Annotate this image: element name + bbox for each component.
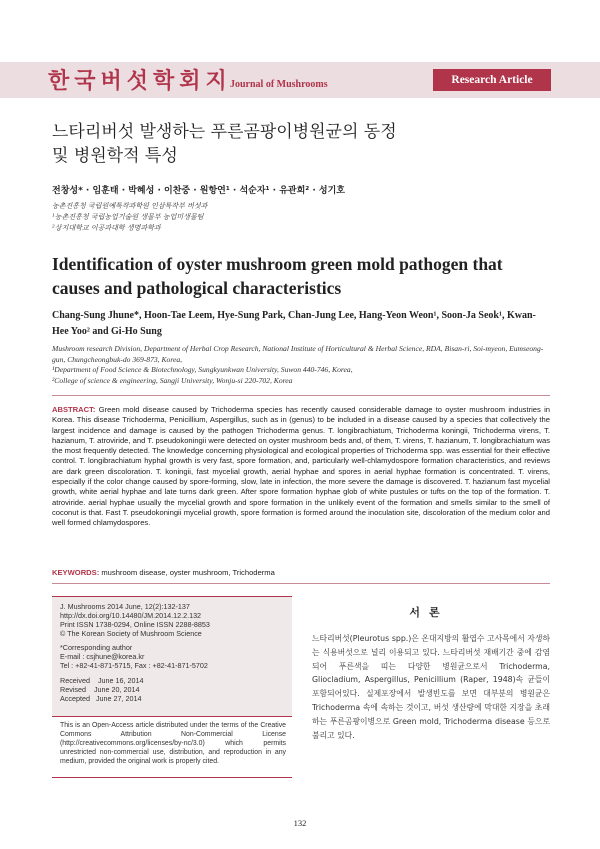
copyright: © The Korean Society of Mushroom Science	[60, 629, 202, 638]
article-info-box	[52, 596, 292, 717]
doi-link[interactable]: http://dx.doi.org/10.14480/JM.2014.12.2.132	[60, 611, 202, 620]
journal-title-korean: 한국버섯학회지	[48, 69, 232, 94]
open-access-notice: This is an Open-Access article distributed under the terms of the Creative Commons Attribution Non-Commercial License (http://creativecommons.org/licenses/by-nc/3.0) which permits unrestricted non-commercial use, distribution, and reproduction in any medium, provided the original work is properly cited.	[60, 722, 286, 765]
accepted-date: Accepted June 27, 2014	[60, 694, 142, 703]
title-korean: 느타리버섯 발생하는 푸른곰팡이병원균의 동정 및 병원학적 특성	[52, 122, 397, 166]
authors-korean: 전창성* · 임훈태 · 박혜성 · 이찬중 · 원항연¹ · 석순자¹ · 유관희² · 성기호	[52, 186, 345, 196]
keywords-label: KEYWORDS:	[52, 568, 100, 577]
page-number: 132	[293, 818, 307, 828]
affiliation-en-line: ²College of science & engineering, Sangji University, Wonju-si 220-702, Korea	[52, 375, 293, 385]
introduction-heading: 서론	[409, 606, 449, 619]
abstract	[52, 405, 550, 529]
corresponding-email[interactable]: E-mail : csjhune@korea.kr	[60, 652, 145, 661]
journal-title-english: Journal of Mushrooms	[230, 79, 328, 90]
abstract-text: Green mold disease caused by Trichoderma species has recently caused considerable damage to oyster mushroom industries in Korea. This disease Trichoderma, Penicillium, Aspergillus, such as in (genus) to be included in a disease caused by a species that collectively the largest incidence and damage is caused by the pathogen Trichoderma genus. T. longibrachiatum, Trichoderma koningii, Trichoderma virens, T. hazianum, T. atroviride, and T. pseudokoningii were detected on oyster mushroom beds and, of them, T. virens, T. hazianum, T. longibrachiatum was the most frequently detected. The knowledge concerning physiological and ecological properties of Trichoderma spp. was essential for their effective control. T. longibrachiatum hyphal growth is very fast, spore formation, and, particularly well-chlamydospore formation characteristics, and reviews are dark green discoloration. T. koningii, fast mycelial growth, aerial hyphae and spores in aerial hyphae formation is concentrated. T. virens, especially if the color change caused by spore-forming, slow, late in infection, the more severe the damage is discovered. T. hazianum fast mycelial growth, white aerial hyphae and late turns dark green. After spore formation hyphae glob of white pustules or tufts on the top of the formation. T. atroviride. aerial hyphae usually the mycelial growth and spore formation in the unlikely event of the formation and smells similar to the smell of coconut is that. Fast T. pseudokoningii mycelial growth, spore formation is formed around the inoculation site, discoloration of the medium color and well formed chlamydospores.	[52, 405, 550, 528]
authors-english: Chang-Sung Jhune*, Hoon-Tae Leem, Hye-Sung Park, Chan-Jung Lee, Hang-Yeon Weon¹, Soon-Ja Seok¹, Kwan-Hee Yoo² and Gi-Ho Sung	[52, 310, 536, 337]
corresponding-phone: Tel : +82-41-871-5715, Fax : +82-41-871-5702	[60, 661, 208, 670]
citation: J. Mushrooms 2014 June, 12(2):132-137	[60, 602, 190, 611]
article-type-badge: Research Article	[433, 69, 551, 91]
corresponding-label: *Corresponding author	[60, 643, 133, 652]
abstract-bottom-rule	[52, 583, 550, 584]
revised-date: Revised June 20, 2014	[60, 685, 140, 694]
affiliation-ko-line: ¹농촌진흥청 국립농업기술원 생물부 농업미생물팀	[52, 213, 204, 221]
keywords	[52, 568, 550, 577]
abstract-label: ABSTRACT:	[52, 405, 96, 414]
issn: Print ISSN 1738-0294, Online ISSN 2288-8853	[60, 620, 210, 629]
affiliations-korean	[52, 201, 207, 234]
received-date: Received June 16, 2014	[60, 676, 144, 685]
affiliation-en-line: ¹Department of Food Science & Biotechnology, Sungkyunkwan University, Suwon 440-746, Korea,	[52, 365, 353, 374]
introduction-body: 느타리버섯(Pleurotus spp.)은 온대지방의 활엽수 고사목에서 자생하는 식용버섯으로 널리 이용되고 있다. 느타리버섯 재배기간 중에 감염되어 푸른색을 띠는 다양한 병원균으로서 Trichoderma, Gliocladium, Aspergillus, Penicillium (Raper, 1948)속 균들이 포함되어있다. 실제포장에서 발생빈도를 보면 대부분의 병원균은 Trichoderma 속에 속하는 것이고, 버섯 생산량에 막대한 지장을 초래하는 푸른곰팡이병으로 Green mold, Trichoderma disease 등으로 불리고 있다.	[312, 634, 550, 740]
title-english: Identification of oyster mushroom green mold pathogen that causes and pathological characteristics	[52, 254, 503, 298]
affiliation-ko-line: 농촌진흥청 국립원예특작과학원 인삼특작부 버섯과	[52, 202, 208, 210]
affiliations-english	[52, 344, 552, 386]
abstract-top-rule	[52, 395, 550, 396]
keywords-text: mushroom disease, oyster mushroom, Trichoderma	[99, 568, 275, 577]
affiliation-ko-line: ²상지대학교 이공과대학 생명과학과	[52, 224, 161, 232]
affiliation-en-line: Mushroom research Division, Department of Herbal Crop Research, National Institute of Horticultural & Herbal Science, RDA, Bisan-ri, Soi-myeon, Eumseong-gun, Chungcheongbuk-do 369-873, Korea,	[52, 344, 544, 364]
